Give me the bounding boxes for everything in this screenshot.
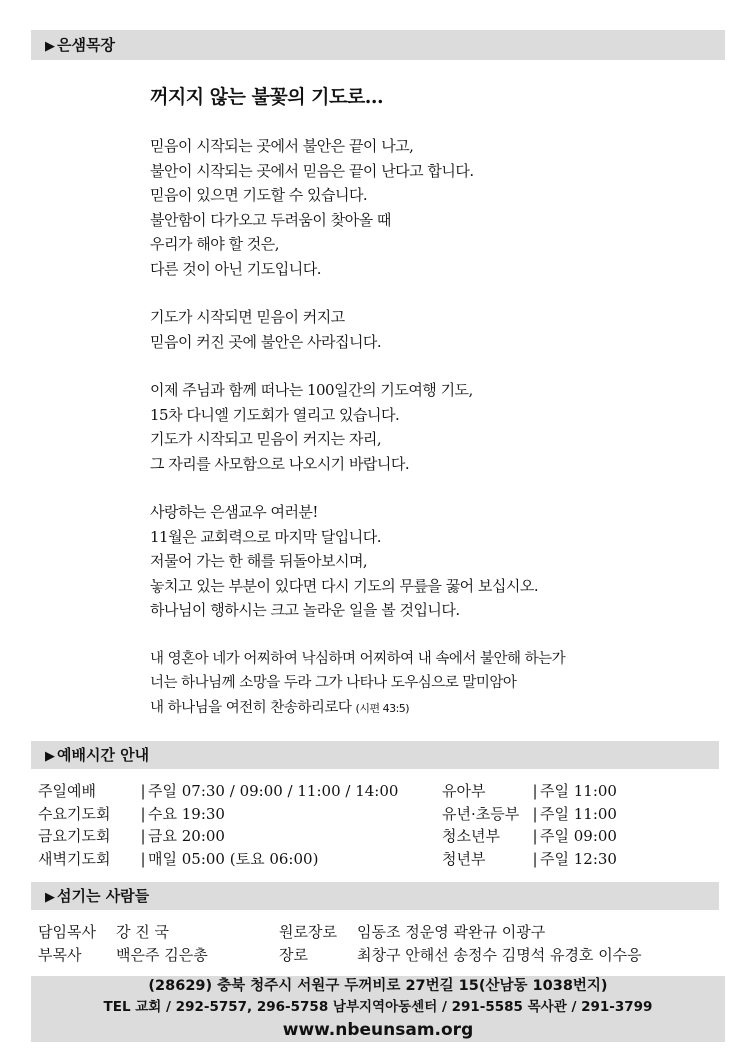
section-title: 예배시간 안내 (57, 746, 150, 764)
staff-row (279, 921, 642, 944)
service-name: 새벽기도회 (38, 850, 111, 869)
stanza (150, 378, 565, 476)
poem-line: 기도가 시작되면 믿음이 커지고 (150, 308, 345, 326)
stanza (150, 305, 565, 354)
triangle-right-icon: ▶ (45, 890, 55, 905)
verse-line (150, 696, 565, 722)
service-time: 수요 19:30 (148, 804, 225, 823)
staff-names: 백은주 김은총 (116, 945, 208, 964)
section-title: 은샘목장 (57, 36, 115, 54)
triangle-right-icon: ▶ (45, 749, 55, 764)
poem-line: 놓치고 있는 부분이 있다면 다시 기도의 무릎을 꿇어 보십시오. (150, 576, 539, 595)
divider: | (532, 827, 538, 846)
department-name: 청소년부 (442, 827, 500, 846)
staff-role: 장로 (279, 945, 308, 964)
section-title: 섬기는 사람들 (57, 887, 150, 905)
schedule-row (38, 780, 398, 803)
service-time: 주일 12:30 (540, 850, 617, 869)
divider: | (532, 782, 538, 800)
service-time: 주일 11:00 (540, 782, 617, 800)
staff-names: 강 진 국 (116, 923, 170, 941)
section-header-worship-times (31, 741, 719, 769)
church-address: (28629) 충북 청주시 서원구 두꺼비로 27번길 15(산남동 1038번지) (148, 978, 608, 994)
section-header-pastoral (31, 30, 725, 60)
staff-row (279, 944, 642, 967)
poem-line: 기도가 시작되고 믿음이 커지는 자리, (150, 430, 382, 448)
verse-line: 내 영혼아 네가 어찌하여 낙심하며 어찌하여 내 속에서 불안해 하는가 (150, 650, 566, 667)
verse-text: 내 하나님을 여전히 찬송하리로다 (150, 699, 352, 716)
staff-role: 원로장로 (279, 923, 337, 941)
department-name: 청년부 (442, 850, 486, 869)
church-website: www.nbeunsam.org (282, 1020, 474, 1040)
divider: | (532, 850, 538, 869)
service-time: 금요 20:00 (148, 827, 225, 846)
poem-line: 믿음이 있으면 기도할 수 있습니다. (150, 186, 368, 204)
staff-row (38, 921, 208, 944)
worship-schedule-right (442, 780, 617, 871)
poem-line: 그 자리를 사모함으로 나오시기 바랍니다. (150, 454, 410, 473)
worship-schedule-left (38, 780, 398, 871)
schedule-row (38, 825, 398, 848)
stanza (150, 500, 565, 623)
poem-line: 우리가 해야 할 것은, (150, 235, 279, 253)
divider: | (140, 827, 146, 846)
divider: | (140, 804, 146, 823)
poem-body (150, 134, 565, 745)
service-time: 매일 05:00 (토요 06:00) (148, 850, 319, 869)
section-header-servants (31, 882, 719, 910)
poem-line: 불안함이 다가오고 두려움이 찾아올 때 (150, 210, 391, 229)
poem-line: 믿음이 커진 곳에 불안은 사라집니다. (150, 332, 382, 351)
staff-list-right (279, 921, 642, 966)
poem-title: 꺼지지 않는 불꽃의 기도로... (150, 86, 384, 108)
divider: | (532, 804, 538, 823)
staff-names: 임동조 정운영 곽완규 이광구 (357, 923, 546, 941)
church-phones: TEL 교회 / 292-5757, 296-5758 남부지역아동센터 / 291-5585 목사관 / 291-3799 (103, 999, 653, 1015)
poem-line: 사랑하는 은샘교우 여러분! (150, 503, 318, 521)
schedule-row (38, 803, 398, 826)
poem-line: 저물어 가는 한 해를 뒤돌아보시며, (150, 552, 368, 570)
schedule-row (38, 848, 398, 871)
verse-reference: (시편 43:5) (355, 701, 410, 715)
triangle-right-icon: ▶ (45, 39, 55, 54)
schedule-row (442, 780, 617, 803)
department-name: 유아부 (442, 782, 486, 800)
service-time: 주일 11:00 (540, 804, 617, 823)
scripture-verse (150, 647, 565, 722)
service-time: 주일 09:00 (540, 827, 617, 846)
schedule-row (442, 825, 617, 848)
staff-names: 최창구 안해선 송정수 김명석 유경호 이수응 (357, 945, 642, 964)
divider: | (140, 850, 146, 869)
poem-line: 불안이 시작되는 곳에서 믿음은 끝이 난다고 합니다. (150, 161, 474, 180)
staff-row (38, 944, 208, 967)
poem-line: 믿음이 시작되는 곳에서 불안은 끝이 나고, (150, 137, 414, 155)
service-time: 주일 07:30 / 09:00 / 11:00 / 14:00 (148, 782, 399, 800)
schedule-row (442, 848, 617, 871)
poem-line: 11월은 교회력으로 마지막 달입니다. (150, 527, 382, 546)
department-name: 유년·초등부 (442, 804, 520, 823)
church-footer (31, 976, 725, 1042)
service-name: 주일예배 (38, 782, 96, 800)
divider: | (140, 782, 146, 800)
staff-role: 부목사 (38, 945, 82, 964)
poem-line: 이제 주님과 함께 떠나는 100일간의 기도여행 기도, (150, 381, 473, 399)
poem-line: 하나님이 행하시는 크고 놀라운 일을 볼 것입니다. (150, 601, 460, 619)
staff-list-left (38, 921, 208, 966)
verse-line: 너는 하나님께 소망을 두라 그가 나타나 도우심으로 말미암아 (150, 675, 517, 691)
service-name: 수요기도회 (38, 804, 111, 823)
service-name: 금요기도회 (38, 827, 111, 846)
schedule-row (442, 803, 617, 826)
poem-line: 15차 다니엘 기도회가 열리고 있습니다. (150, 405, 400, 424)
stanza (150, 134, 565, 281)
poem-line: 다른 것이 아닌 기도입니다. (150, 259, 321, 278)
staff-role: 담임목사 (38, 923, 96, 941)
